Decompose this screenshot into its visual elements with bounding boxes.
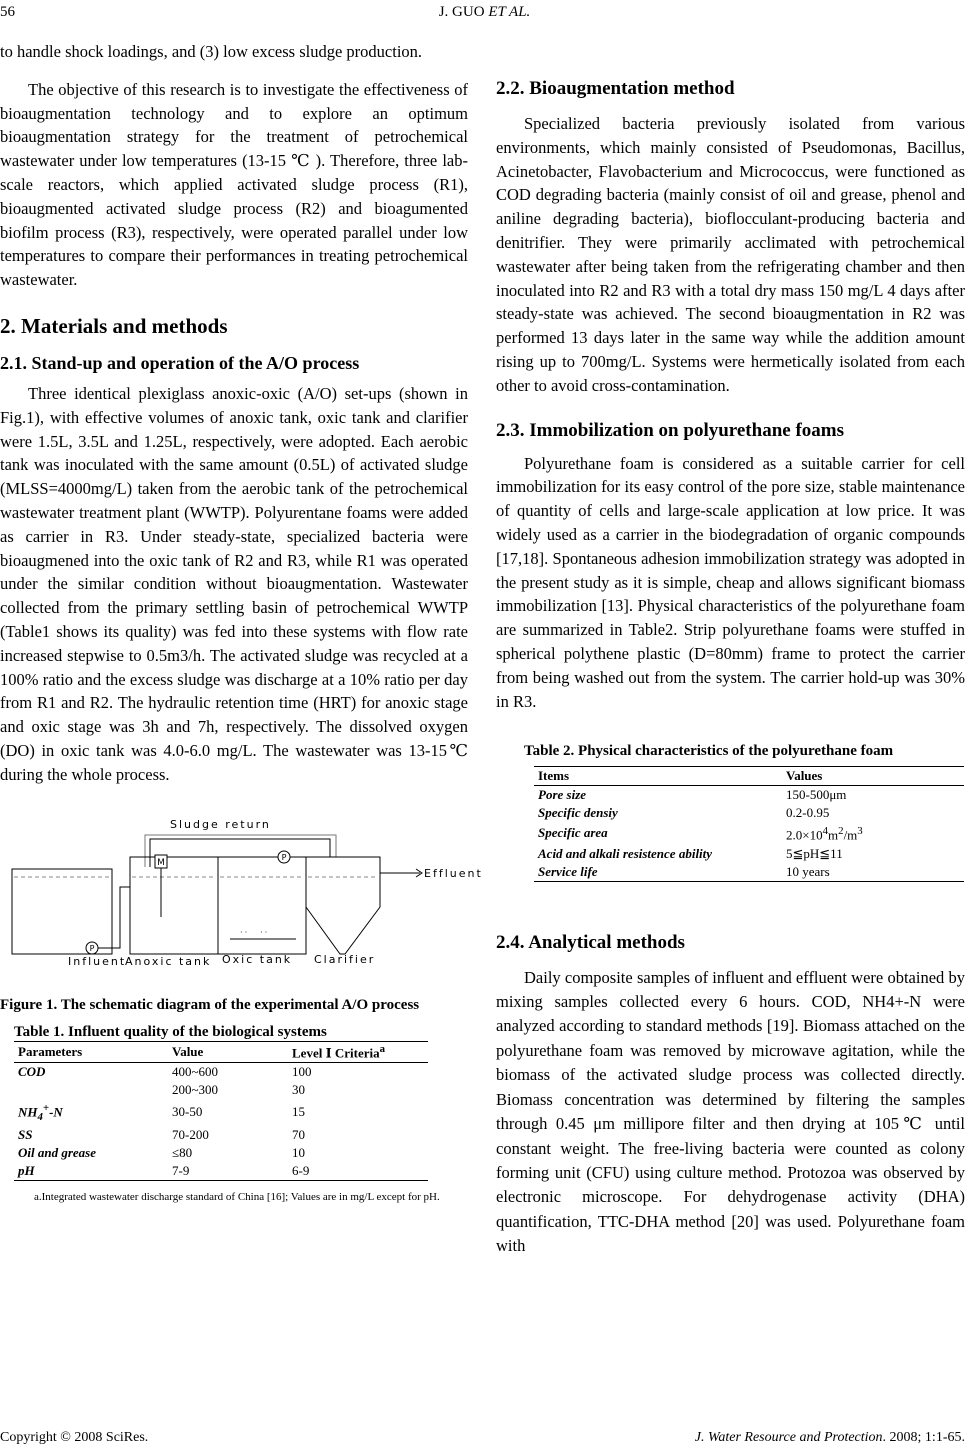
cell-criteria: 100: [292, 1063, 312, 1079]
table-header-row: [534, 767, 964, 786]
cell-item: Acid and alkali resistence ability: [538, 845, 713, 861]
pump-label-bottom: P: [89, 943, 95, 953]
area-sup3: 3: [857, 825, 863, 838]
criteria-sup: a: [379, 1042, 386, 1055]
cell-value: 7-9: [168, 1162, 288, 1181]
area-mid: m: [828, 827, 839, 843]
table1-block: [14, 1024, 428, 1181]
cell-param: Oil and grease: [18, 1144, 96, 1160]
table1: [14, 1041, 428, 1181]
cell-value: 5≦pH≦11: [786, 845, 843, 861]
cell-param: [14, 1099, 168, 1126]
cell-value: 200~300: [172, 1081, 219, 1097]
journal-issue: . 2008; 1:1-65.: [882, 1430, 965, 1445]
subsection-heading-2-4: 2.4. Analytical methods: [496, 931, 685, 953]
paragraph-analytical: Daily composite samples of influent and effluent were obtained by mixing samples collected every 6 hours. COD, NH4+-N were analyzed according to standard methods [19]. Biomass attached on the polyurethane foam was removed by microwave agitation, while the biomass of the activated sludge process was collected directly. Biomass concentration was determined by filtering the samples through 0.45 μm millipore filter and then drying at 105℃ until constant weight. The free-living bacteria were counted as colony forming unit (CFU) using culture method. Protozoa was observed by electronic microscope. For dehydrogenase activity (DHA) quantification, TTC-DHA method [20] was used. Polyurethane foam with: [496, 967, 965, 1256]
label-effluent: Effluent: [424, 866, 483, 880]
figure-caption: Figure 1. The schematic diagram of the experimental A/O process: [0, 996, 420, 1013]
cell-param: COD: [18, 1063, 46, 1079]
cell-value: 70-200: [172, 1126, 209, 1142]
table-row: [14, 1081, 428, 1099]
area-base: 2.0×10: [786, 827, 823, 843]
cell-value: [782, 822, 964, 844]
table-row: [14, 1126, 428, 1144]
table1-header-parameters: Parameters: [14, 1041, 168, 1062]
table1-note: a.Integrated wastewater discharge standard of China [16]; Values are in mg/L except for pH.: [34, 1190, 440, 1203]
paragraph-immobilization: Polyurethane foam is considered as a suitable carrier for cell immobilization for its easy control of the pore size, stable maintenance of quantity of cells and large-scale application at low price. It was widely used as a carrier in the biodegradation of organic compounds [17,18]. Spontaneous adhesion immobilization strategy was adopted in the present study as it is simple, cheap and allows significant biomass immobilization [13]. Physical characteristics of the polyurethane foam are summarized in Table2. Strip polyurethane foams were stuffed in spherical polythene plastic (D=80mm) frame to protect the carrier from being washed out from the system. The carrier hold-up was 30% in R3.: [496, 453, 965, 711]
page-number: 56: [0, 4, 15, 20]
cell-value: 0.2-0.95: [786, 805, 830, 821]
svg-text:· ·: · ·: [260, 927, 268, 937]
label-sludge-return: Sludge return: [170, 817, 271, 831]
cell-item: Specific area: [538, 825, 608, 841]
cell-param: SS: [18, 1126, 33, 1142]
table-header-row: [14, 1041, 428, 1062]
right-column: [496, 40, 965, 1259]
table-row: [14, 1099, 428, 1126]
subsection-heading-2-3: 2.3. Immobilization on polyurethane foams: [496, 419, 845, 441]
paragraph-intro-tail: to handle shock loadings, and (3) low excess sludge production.: [0, 42, 423, 61]
cell-criteria: 10: [292, 1144, 305, 1160]
nh-sup: +: [42, 1101, 50, 1114]
journal-name: J. Water Resource and Protection: [694, 1430, 883, 1445]
cell-value: 10 years: [782, 863, 964, 882]
cell-item: Specific densiy: [538, 805, 618, 821]
table1-title: Table 1. Influent quality of the biological systems: [14, 1023, 327, 1040]
running-header-authors: [0, 4, 969, 21]
pump-label-top: P: [281, 852, 287, 862]
authors-name: J. GUO: [438, 4, 489, 20]
table-row: [14, 1144, 428, 1162]
section-heading-materials: 2. Materials and methods: [0, 313, 228, 338]
label-clarifier: Clarifier: [314, 952, 376, 966]
table-row: [534, 822, 964, 844]
figure-ao-schematic: [0, 807, 483, 968]
cell-value: 150-500μm: [786, 787, 847, 803]
nh-base: NH: [18, 1104, 38, 1120]
cell-param: pH: [14, 1162, 168, 1181]
area-sup1: 4: [822, 825, 829, 838]
paragraph-bioaugmentation: Specialized bacteria previously isolated from various environments, which mainly consisted of Pseudomonas, Bacillus, Acinetobacter, Flavobacterium and Micrococcus, were functioned as COD degrading bacteria (mainly consist of oil and grease, phenol and aniline degrading bacteria), bioflocculant-producing bacteria and denitrifier. They were primarily acclimated with petrochemical wastewater after being taken from the refrigerating chamber and then inoculated into R2 and R3 with a total dry mass 150 mg/L 4 days after steady-state was achieved. The second bioaugmentation in R2 was performed 13 days later in the same way while the addition amount rising up to 700mg/L. Systems were hermetically isolated from each other to avoid cross-contamination.: [496, 114, 965, 395]
mixer-label: M: [157, 857, 165, 868]
subsection-heading-2-1: 2.1. Stand-up and operation of the A/O process: [0, 352, 360, 373]
table-row: [14, 1062, 428, 1081]
criteria-text: Level Ⅰ Criteria: [292, 1044, 380, 1060]
subsection-heading-2-2: 2.2. Bioaugmentation method: [496, 78, 735, 99]
cell-item: Service life: [534, 863, 782, 882]
cell-criteria: 70: [292, 1126, 305, 1142]
paragraph-setup: Three identical plexiglass anoxic-oxic (A/O) set-ups (shown in Fig.1), with effective volumes of anoxic tank, oxic tank and clarifier were 1.5L, 3.5L and 1.25L, respectively, were adopted. Each aerobic tank was inoculated with the same amount (0.5L) of activated sludge (MLSS=4000mg/L) taken from the aerobic tank of the petrochemical wastewater treatment plant (WWTP). Polyurentane foams were added as carrier in R3. Under steady-state, specialized bacteria were bioaugmened into the oxic tank of R2 and R3, while R1 was operated under the similar condition without bioaugmentation. Wastewater collected from the primary settling basin of petrochemical WWTP (Table1 shows its quality) was fed into these systems with flow rate increased stepwise to 0.5m3/h. The activated sludge was recycled at a 100% ratio and the excess sludge was discharge at a 10% ratio per day from R1 and R2. The hydraulic retention time (HRT) for anoxic stage and oxic stage was 3h and 7h, respectively. The dissolved oxygen (DO) in oxic tank was 4.0-6.0 mg/L. The wastewater was 13-15℃ during the whole process.: [0, 383, 468, 784]
table1-header-value: Value: [168, 1041, 288, 1062]
table2-header-items: Items: [534, 767, 782, 786]
footer-journal: [695, 1430, 965, 1446]
svg-text:· ·: · ·: [240, 927, 248, 937]
table2-caption: Table 2. Physical characteristics of the polyurethane foam: [524, 743, 894, 760]
table-row: [534, 845, 964, 863]
cell-criteria: 6-9: [288, 1162, 428, 1181]
label-anoxic-tank: Anoxic tank: [125, 954, 212, 968]
cell-value: 400~600: [172, 1063, 219, 1079]
footer-copyright: Copyright © 2008 SciRes.: [0, 1430, 149, 1445]
cell-value: 30-50: [172, 1104, 203, 1120]
cell-param: [14, 1081, 168, 1099]
label-oxic-tank: Oxic tank: [222, 952, 293, 966]
nh-tail: -N: [49, 1104, 63, 1120]
table2-header-values: Values: [782, 767, 964, 786]
authors-etal: ET AL.: [488, 4, 531, 20]
table1-header-criteria: [288, 1041, 428, 1062]
label-influent: Influent: [68, 954, 127, 968]
area-sup2: 2: [838, 825, 844, 838]
nh-sub: 4: [37, 1110, 43, 1123]
cell-item: Pore size: [538, 787, 587, 803]
table-row: [14, 1162, 428, 1181]
table-row: [534, 804, 964, 822]
left-column: [0, 40, 483, 1205]
table-row: [534, 863, 964, 882]
paragraph-objective: The objective of this research is to investigate the effectiveness of bioaugmentation technology and to explore an optimum bioaugmentation strategy for the treatment of petrochemical wastewater under low temperatures (13-15 ℃ ). Therefore, three lab-scale reactors, which applied activated sludge process (R1), bioaugmented activated sludge process (R2) and bioagumented biofilm process (R3), respectively, were operated parallel under low temperatures to compare their performances in treating petrochemical wastewater.: [0, 79, 468, 290]
cell-value: ≤80: [172, 1144, 193, 1160]
cell-criteria: 15: [292, 1104, 305, 1120]
area-mid2: /m: [843, 827, 858, 843]
table2: [534, 766, 964, 881]
table-row: [534, 786, 964, 805]
cell-criteria: 30: [292, 1081, 305, 1097]
